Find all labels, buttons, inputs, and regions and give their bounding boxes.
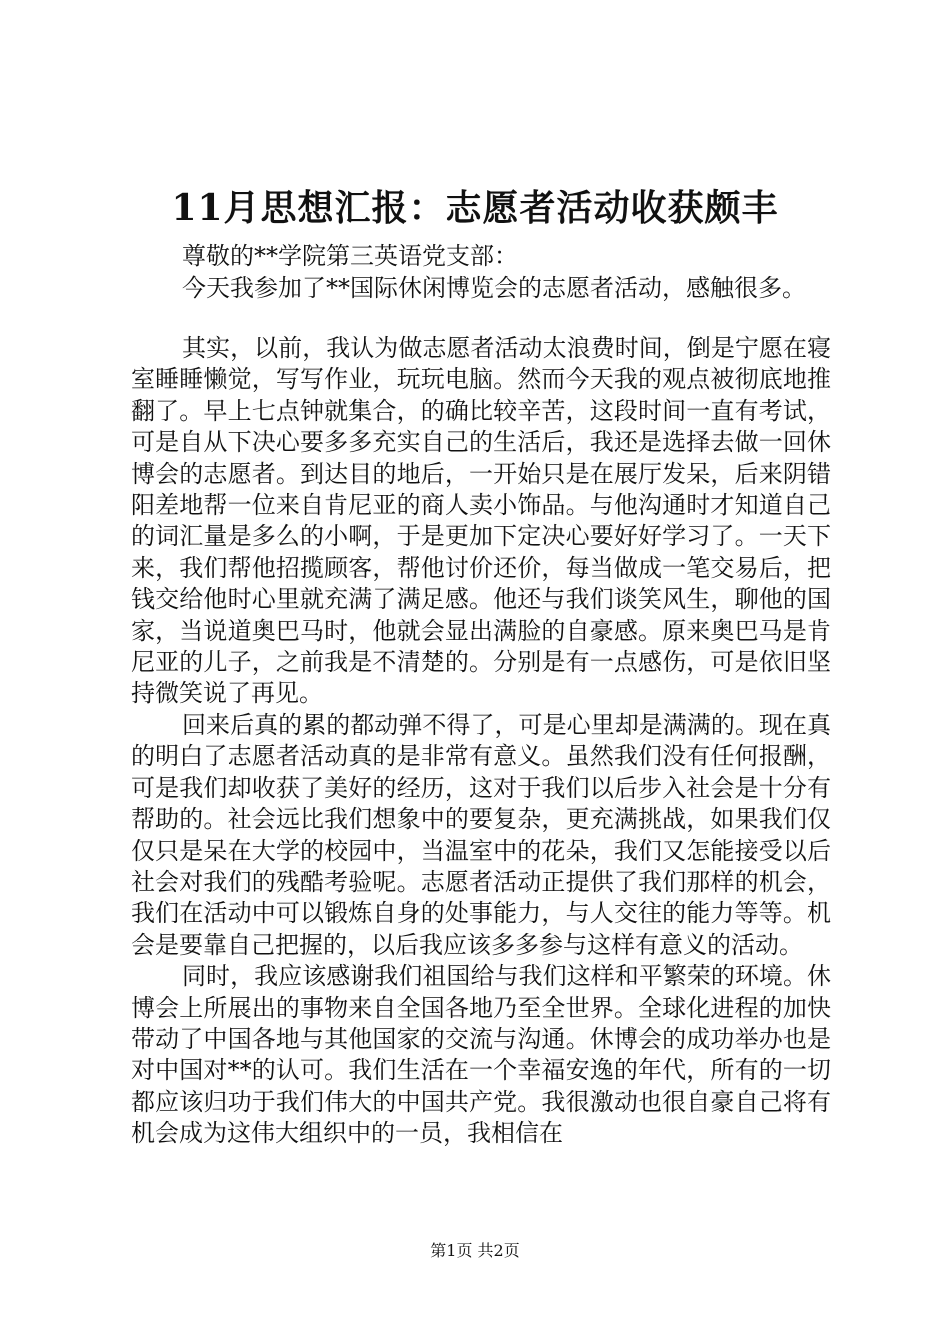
paragraph: 回来后真的累的都动弹不得了，可是心里却是满满的。现在真的明白了志愿者活动真的是非常有意义。虽然我们没有任何报酬，可是我们却收获了美好的经历，这对于我们以后步入社会是十分有帮助的。社会远比我们想象中的要复杂，更充满挑战，如果我们仅仅只是呆在大学的校园中，当温室中的花朵，我们又怎能接受以后社会对我们的残酷考验呢。志愿者活动正提供了我们那样的机会，我们在活动中可以锻炼自身的处事能力，与人交往的能力等等。机会是要靠自己把握的，以后我应该多多参与这样有意义的活动。 xyxy=(131,710,831,959)
paragraph: 同时，我应该感谢我们祖国给与我们这样和平繁荣的环境。休博会上所展出的事物来自全国各地乃至全世界。全球化进程的加快带动了中国各地与其他国家的交流与沟通。休博会的成功举办也是对中国对**的认可。我们生活在一个幸福安逸的年代，所有的一切都应该归功于我们伟大的中国共产党。我很激动也很自豪自己将有机会成为这伟大组织中的一员，我相信在 xyxy=(131,962,831,1148)
document-title: 11月思想汇报：志愿者活动收获颇丰 xyxy=(171,187,779,229)
salutation: 尊敬的**学院第三英语党支部： xyxy=(182,242,518,270)
page-footer: 第1页 共2页 xyxy=(430,1241,520,1260)
intro-line: 今天我参加了**国际休闲博览会的志愿者活动，感触很多。 xyxy=(182,274,806,302)
body-text xyxy=(131,333,831,1150)
paragraph: 其实，以前，我认为做志愿者活动太浪费时间，倒是宁愿在寝室睡睡懒觉，写写作业，玩玩电脑。然而今天我的观点被彻底地推翻了。早上七点钟就集合，的确比较辛苦，这段时间一直有考试，可是自从下决心要多多充实自己的生活后，我还是选择去做一回休博会的志愿者。到达目的地后，一开始只是在展厅发呆，后来阴错阳差地帮一位来自肯尼亚的商人卖小饰品。与他沟通时才知道自己的词汇量是多么的小啊，于是更加下定决心要好好学习了。一天下来，我们帮他招揽顾客，帮他讨价还价，每当做成一笔交易后，把钱交给他时心里就充满了满足感。他还与我们谈笑风生，聊他的国家，当说道奥巴马时，他就会显出满脸的自豪感。原来奥巴马是肯尼亚的儿子，之前我是不清楚的。分别是有一点感伤，可是依旧坚持微笑说了再见。 xyxy=(131,334,831,708)
